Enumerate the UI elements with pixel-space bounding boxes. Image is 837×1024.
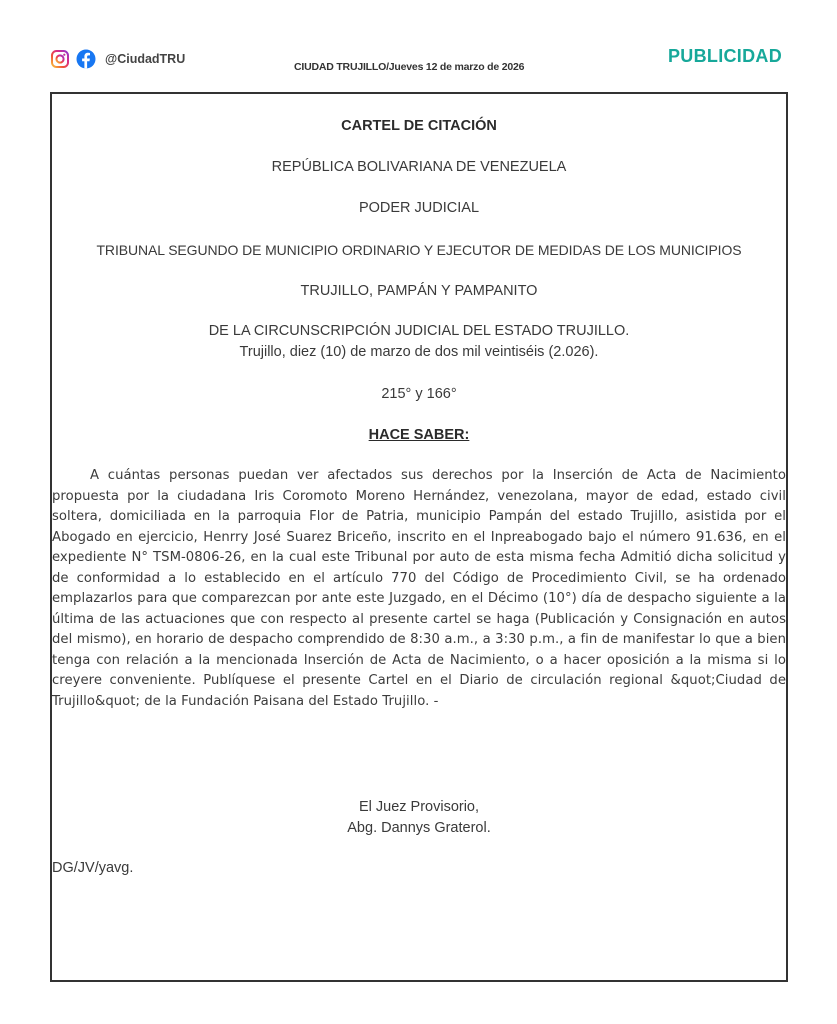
notice-body: A cuántas personas puedan ver afectados sus derechos por la Inserción de Acta de Nacimiento propuesta por la ciudadana Iris Coromoto Moreno Hernández, venezolana, mayor de edad, estado civil soltera, domiciliada en la parroquia Flor de Patria, municipio Pampán del estado Trujillo, asistida por el Abogado en ejercicio, Henrry José Suarez Briceño, inscrito en el Inpreabogado bajo el número 91.636, en el expediente N° TSM-0806-26, en la cual este Tribunal por auto de esta misma fecha Admitió dicha solicitud y de conformidad a lo establecido en el artículo 770 del Código de Procedimiento Civil, se ha ordenado emplazarlos para que comparezcan por ante este Juzgado, en el Décimo (10°) día de despacho siguiente a la última de las actuaciones que con respecto al presente cartel se haga (Publicación y Consignación en autos del mismo), en horario de despacho comprendido de 8:30 a.m., a 3:30 p.m., a fin de manifestar lo que a bien tenga con relación a la mencionada Inserción de Acta de Nacimiento, o a hacer oposición a la misma si lo creyere conveniente. Publíquese el presente Cartel en el Diario de circulación regional &quot;Ciudad de Trujillo&quot; de la Fundación Paisana del Estado Trujillo. - (52, 468, 786, 709)
signature-block (52, 797, 786, 839)
country-line: REPÚBLICA BOLIVARIANA DE VENEZUELA (271, 159, 567, 175)
branch-line: PODER JUDICIAL (358, 200, 480, 216)
page-header (0, 0, 837, 90)
hace-saber-heading: HACE SABER: (368, 427, 470, 443)
signature-role: El Juez Provisorio, (358, 799, 480, 815)
jurisdiction-line: DE LA CIRCUNSCRIPCIÓN JUDICIAL DEL ESTADO TRUJILLO. (208, 323, 630, 339)
document-initials: DG/JV/yavg. (52, 860, 134, 876)
instagram-icon[interactable] (50, 49, 70, 69)
legal-notice-box (50, 92, 788, 982)
notice-title: CARTEL DE CITACIÓN (341, 118, 497, 134)
social-links (50, 49, 185, 69)
years-line: 215° y 166° (381, 386, 457, 402)
heading-wrapper (52, 427, 786, 443)
newspaper-masthead: CIUDAD TRUJILLO/Jueves 12 de marzo de 2026 (294, 61, 525, 73)
section-label: PUBLICIDAD (668, 46, 782, 66)
facebook-icon[interactable] (76, 49, 96, 69)
social-handle[interactable]: @CiudadTRU (105, 52, 186, 66)
signature-name: Abg. Dannys Graterol. (347, 820, 491, 836)
municipalities-line: TRUJILLO, PAMPÁN Y PAMPANITO (300, 283, 538, 299)
tribunal-line: TRIBUNAL SEGUNDO DE MUNICIPIO ORDINARIO Y EJECUTOR DE MEDIDAS DE LOS MUNICIPIOS (96, 242, 742, 258)
date-line: Trujillo, diez (10) de marzo de dos mil veintiséis (2.026). (239, 344, 599, 360)
